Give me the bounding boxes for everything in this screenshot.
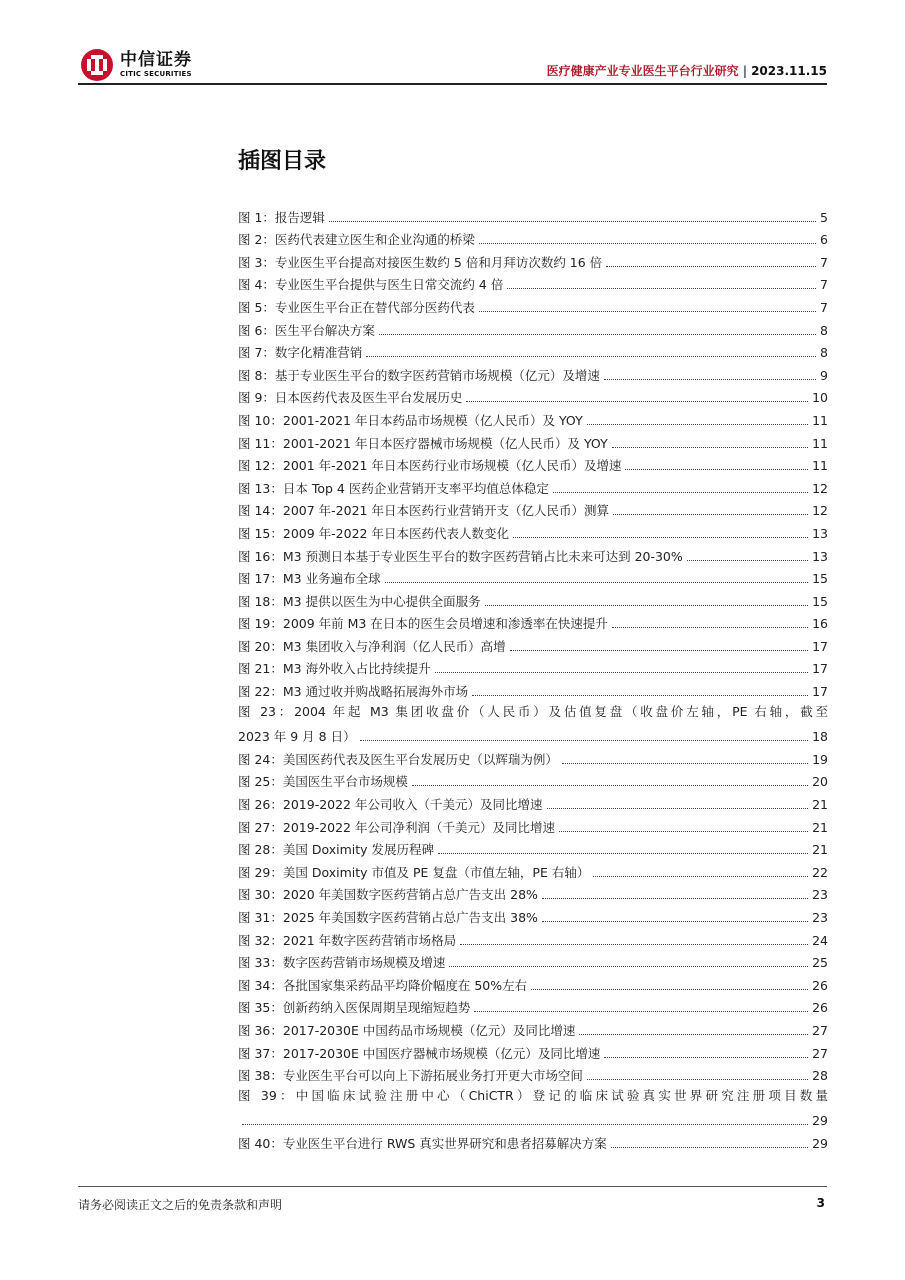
header-separator: | [742,64,748,78]
toc-entry[interactable] [238,475,828,498]
dot-leader [547,808,809,809]
toc-entry-page: 22 [812,864,828,880]
toc-entry-page: 26 [812,977,828,993]
dot-leader [366,356,816,357]
toc-entry-page: 18 [812,729,828,745]
toc-entry-page: 24 [812,932,828,948]
figure-list [238,204,828,1153]
dot-leader [242,1124,808,1125]
toc-entry-page: 8 [820,322,828,338]
report-header-info [547,62,827,79]
toc-entry[interactable] [238,882,828,905]
toc-entry-page: 12 [812,503,828,519]
dot-leader [385,582,809,583]
dot-leader [587,424,808,425]
toc-entry-label: 图 16：M3 预测日本基于专业医生平台的数字医药营销占比未来可达到 20-30% [238,548,683,564]
toc-entry-label: 图 10：2001-2021 年日本药品市场规模（亿人民币）及 YOY [238,412,583,428]
toc-entry-label: 图 19：2009 年前 M3 在日本的医生会员增速和渗透率在快速提升 [238,616,608,632]
toc-entry-label: 图 22：M3 通过收并购战略拓展海外市场 [238,684,469,700]
toc-entry[interactable] [238,430,828,453]
toc-entry[interactable] [238,1130,828,1153]
toc-entry[interactable] [238,385,828,408]
toc-entry-page: 23 [812,887,828,903]
dot-leader [513,537,808,538]
toc-entry-label: 图 37：2017-2030E 中国医疗器械市场规模（亿元）及同比增速 [238,1045,601,1061]
toc-entry[interactable] [238,227,828,250]
toc-entry-page: 29 [812,1135,828,1151]
toc-entry-page: 19 [812,751,828,767]
report-date: 2023.11.15 [751,64,827,78]
toc-entry[interactable] [238,1063,828,1086]
report-title: 医疗健康产业专业医生平台行业研究 [546,64,739,78]
toc-entry-page: 23 [812,910,828,925]
toc-entry[interactable] [238,611,828,634]
toc-entry-page: 11 [812,435,828,451]
toc-entry[interactable] [238,678,828,701]
toc-entry-page: 13 [812,525,828,541]
toc-entry-page: 21 [812,842,828,858]
toc-entry[interactable] [238,407,828,430]
toc-entry-page: 11 [812,412,828,428]
toc-entry-label: 图 8：基于专业医生平台的数字医药营销市场规模（亿元）及增速 [238,367,600,383]
toc-entry[interactable] [238,272,828,295]
dot-leader [479,243,816,244]
toc-entry-page: 7 [820,277,828,293]
toc-entry-page: 15 [812,593,828,609]
toc-entry-label: 图 23：2004 年起 M3 集团收盘价（人民币）及估值复盘（收盘价左轴，PE 右轴，截至 [238,704,828,720]
dot-leader [531,989,808,990]
footer-divider [78,1186,827,1187]
toc-entry-label: 图 15：2009 年-2022 年日本医药代表人数变化 [238,525,509,541]
header-divider [78,83,827,85]
dot-leader [507,288,816,289]
toc-entry-label: 图 6：医生平台解决方案 [238,322,375,338]
dot-leader [604,1057,808,1058]
toc-entry-label: 图 28：美国 Doximity 发展历程碑 [238,842,435,858]
dot-leader [479,311,816,312]
toc-entry-page: 29 [812,1113,828,1129]
toc-entry[interactable] [238,859,828,882]
toc-entry-label: 图 1：报告逻辑 [238,209,325,225]
toc-entry[interactable] [238,520,828,543]
toc-entry[interactable] [238,294,828,317]
dot-leader [612,447,808,448]
toc-entry-label: 图 33：数字医药营销市场规模及增速 [238,955,446,971]
toc-entry-page: 20 [812,774,828,790]
dot-leader [474,1011,808,1012]
toc-entry[interactable] [238,1017,828,1040]
toc-entry-page: 17 [812,638,828,654]
toc-entry-label: 图 5：专业医生平台正在替代部分医药代表 [238,299,475,315]
toc-entry[interactable] [238,633,828,656]
toc-entry[interactable] [238,498,828,521]
toc-entry[interactable] [238,362,828,385]
citic-logo-icon [80,48,114,82]
toc-entry-page: 27 [812,1045,828,1061]
toc-entry[interactable] [238,746,828,769]
dot-leader [593,876,808,877]
toc-entry-page: 6 [820,232,828,248]
toc-entry[interactable] [238,1040,828,1063]
dot-leader [435,672,809,673]
toc-entry-label: 图 40：专业医生平台进行 RWS 真实世界研究和患者招募解决方案 [238,1135,607,1151]
toc-entry-page: 25 [812,955,828,971]
toc-entry[interactable] [238,340,828,363]
dot-leader [460,944,808,945]
dot-leader [562,763,808,764]
logo-english-name: CITIC SECURITIES [120,70,192,78]
page-number: 3 [816,1196,825,1210]
toc-entry-label: 图 18：M3 提供以医生为中心提供全面服务 [238,593,481,609]
toc-entry-page: 9 [820,367,828,383]
toc-entry[interactable] [238,317,828,340]
toc-entry[interactable] [238,791,828,814]
toc-entry-page: 26 [812,1000,828,1016]
dot-leader [379,334,816,335]
dot-leader [449,966,808,967]
toc-entry-page: 10 [812,390,828,406]
toc-entry-page: 8 [820,345,828,361]
dot-leader [542,898,808,899]
toc-entry-label: 图 17：M3 业务遍布全球 [238,571,381,587]
toc-entry-label: 图 20：M3 集团收入与净利润（亿人民币）高增 [238,638,506,654]
toc-entry-label: 图 2：医药代表建立医生和企业沟通的桥梁 [238,232,475,248]
dot-leader [606,266,816,267]
toc-entry-label: 图 31：2025 年美国数字医药营销占总广告支出 38% [238,910,538,925]
toc-entry-label: 图 3：专业医生平台提高对接医生数约 5 倍和月拜访次数约 16 倍 [238,254,603,270]
toc-entry-page: 11 [812,458,828,474]
toc-entry-label: 图 24：美国医药代表及医生平台发展历史（以辉瑞为例） [238,751,558,767]
toc-entry-label: 图 39：中国临床试验注册中心（ChiCTR）登记的临床试验真实世界研究注册项目数量 [238,1088,828,1104]
toc-entry[interactable] [238,453,828,476]
dot-leader [360,740,809,741]
dot-leader [472,695,808,696]
toc-entry-page: 15 [812,571,828,587]
toc-entry-page: 7 [820,299,828,315]
toc-entry[interactable] [238,769,828,792]
toc-entry[interactable] [238,1085,828,1130]
toc-entry[interactable] [238,656,828,679]
toc-entry-page: 28 [812,1068,828,1084]
footer-disclaimer: 请务必阅读正文之后的免责条款和声明 [78,1198,283,1212]
dot-leader [604,379,816,380]
toc-entry-label: 图 4：专业医生平台提供与医生日常交流约 4 倍 [238,277,504,293]
toc-entry-label: 图 12：2001 年-2021 年日本医药行业市场规模（亿人民币）及增速 [238,458,622,474]
toc-entry-label: 图 25：美国医生平台市场规模 [238,774,408,790]
toc-entry-label: 图 26：2019-2022 年公司收入（千美元）及同比增速 [238,797,543,813]
toc-entry-label: 图 21：M3 海外收入占比持续提升 [238,661,431,677]
toc-entry[interactable] [238,950,828,973]
toc-entry-label: 图 7：数字化精准营销 [238,345,363,361]
dot-leader [466,401,808,402]
toc-entry-label: 图 13：日本 Top 4 医药企业营销开支率平均值总体稳定 [238,480,549,496]
toc-entry[interactable] [238,904,828,927]
toc-entry-page: 16 [812,616,828,632]
dot-leader [542,921,808,922]
dot-leader [613,514,808,515]
toc-entry-label: 图 34：各批国家集采药品平均降价幅度在 50%左右 [238,977,528,993]
toc-entry-page: 21 [812,819,828,835]
toc-entry-label: 图 14：2007 年-2021 年日本医药行业营销开支（亿人民币）测算 [238,503,609,519]
toc-entry-page: 7 [820,254,828,270]
toc-entry-label-continued: 2023 年 9 月 8 日） [238,729,356,745]
toc-entry-label: 图 30：2020 年美国数字医药营销占总广告支出 28% [238,887,538,903]
page-header [0,0,905,90]
dot-leader [625,469,808,470]
dot-leader [612,627,808,628]
dot-leader [553,492,808,493]
toc-entry-label: 图 32：2021 年数字医药营销市场格局 [238,932,457,948]
toc-entry[interactable] [238,566,828,589]
toc-entry[interactable] [238,588,828,611]
toc-entry[interactable] [238,204,828,227]
dot-leader [579,1034,808,1035]
toc-entry-label: 图 36：2017-2030E 中国药品市场规模（亿元）及同比增速 [238,1022,576,1038]
toc-entry-page: 5 [820,209,828,225]
dot-leader [687,560,808,561]
toc-entry[interactable] [238,995,828,1018]
toc-entry[interactable] [238,837,828,860]
toc-entry-page: 17 [812,661,828,677]
toc-entry-page: 21 [812,797,828,813]
toc-entry[interactable] [238,927,828,950]
toc-entry-page: 27 [812,1022,828,1038]
dot-leader [510,650,809,651]
toc-entry-page: 12 [812,480,828,496]
toc-entry[interactable] [238,249,828,272]
toc-entry-page: 13 [812,548,828,564]
toc-entry[interactable] [238,701,828,746]
toc-entry-label: 图 9：日本医药代表及医生平台发展历史 [238,390,463,406]
dot-leader [559,831,808,832]
dot-leader [412,785,808,786]
toc-entry-label: 图 27：2019-2022 年公司净利润（千美元）及同比增速 [238,819,555,835]
dot-leader [611,1147,808,1148]
dot-leader [438,853,808,854]
toc-entry[interactable] [238,972,828,995]
toc-entry-label: 图 35：创新药纳入医保周期呈现缩短趋势 [238,1000,471,1016]
dot-leader [485,605,809,606]
toc-entry[interactable] [238,814,828,837]
toc-entry-page: 17 [812,684,828,700]
toc-entry-label: 图 29：美国 Doximity 市值及 PE 复盘（市值左轴，PE 右轴） [238,864,590,880]
logo-chinese-name: 中信证券 [120,50,192,70]
toc-entry-label: 图 38：专业医生平台可以向上下游拓展业务打开更大市场空间 [238,1068,583,1084]
dot-leader [329,221,816,222]
company-logo [80,48,192,82]
toc-entry[interactable] [238,543,828,566]
toc-entry-label: 图 11：2001-2021 年日本医疗器械市场规模（亿人民币）及 YOY [238,435,608,451]
page-title: 插图目录 [238,149,327,174]
dot-leader [587,1079,808,1080]
